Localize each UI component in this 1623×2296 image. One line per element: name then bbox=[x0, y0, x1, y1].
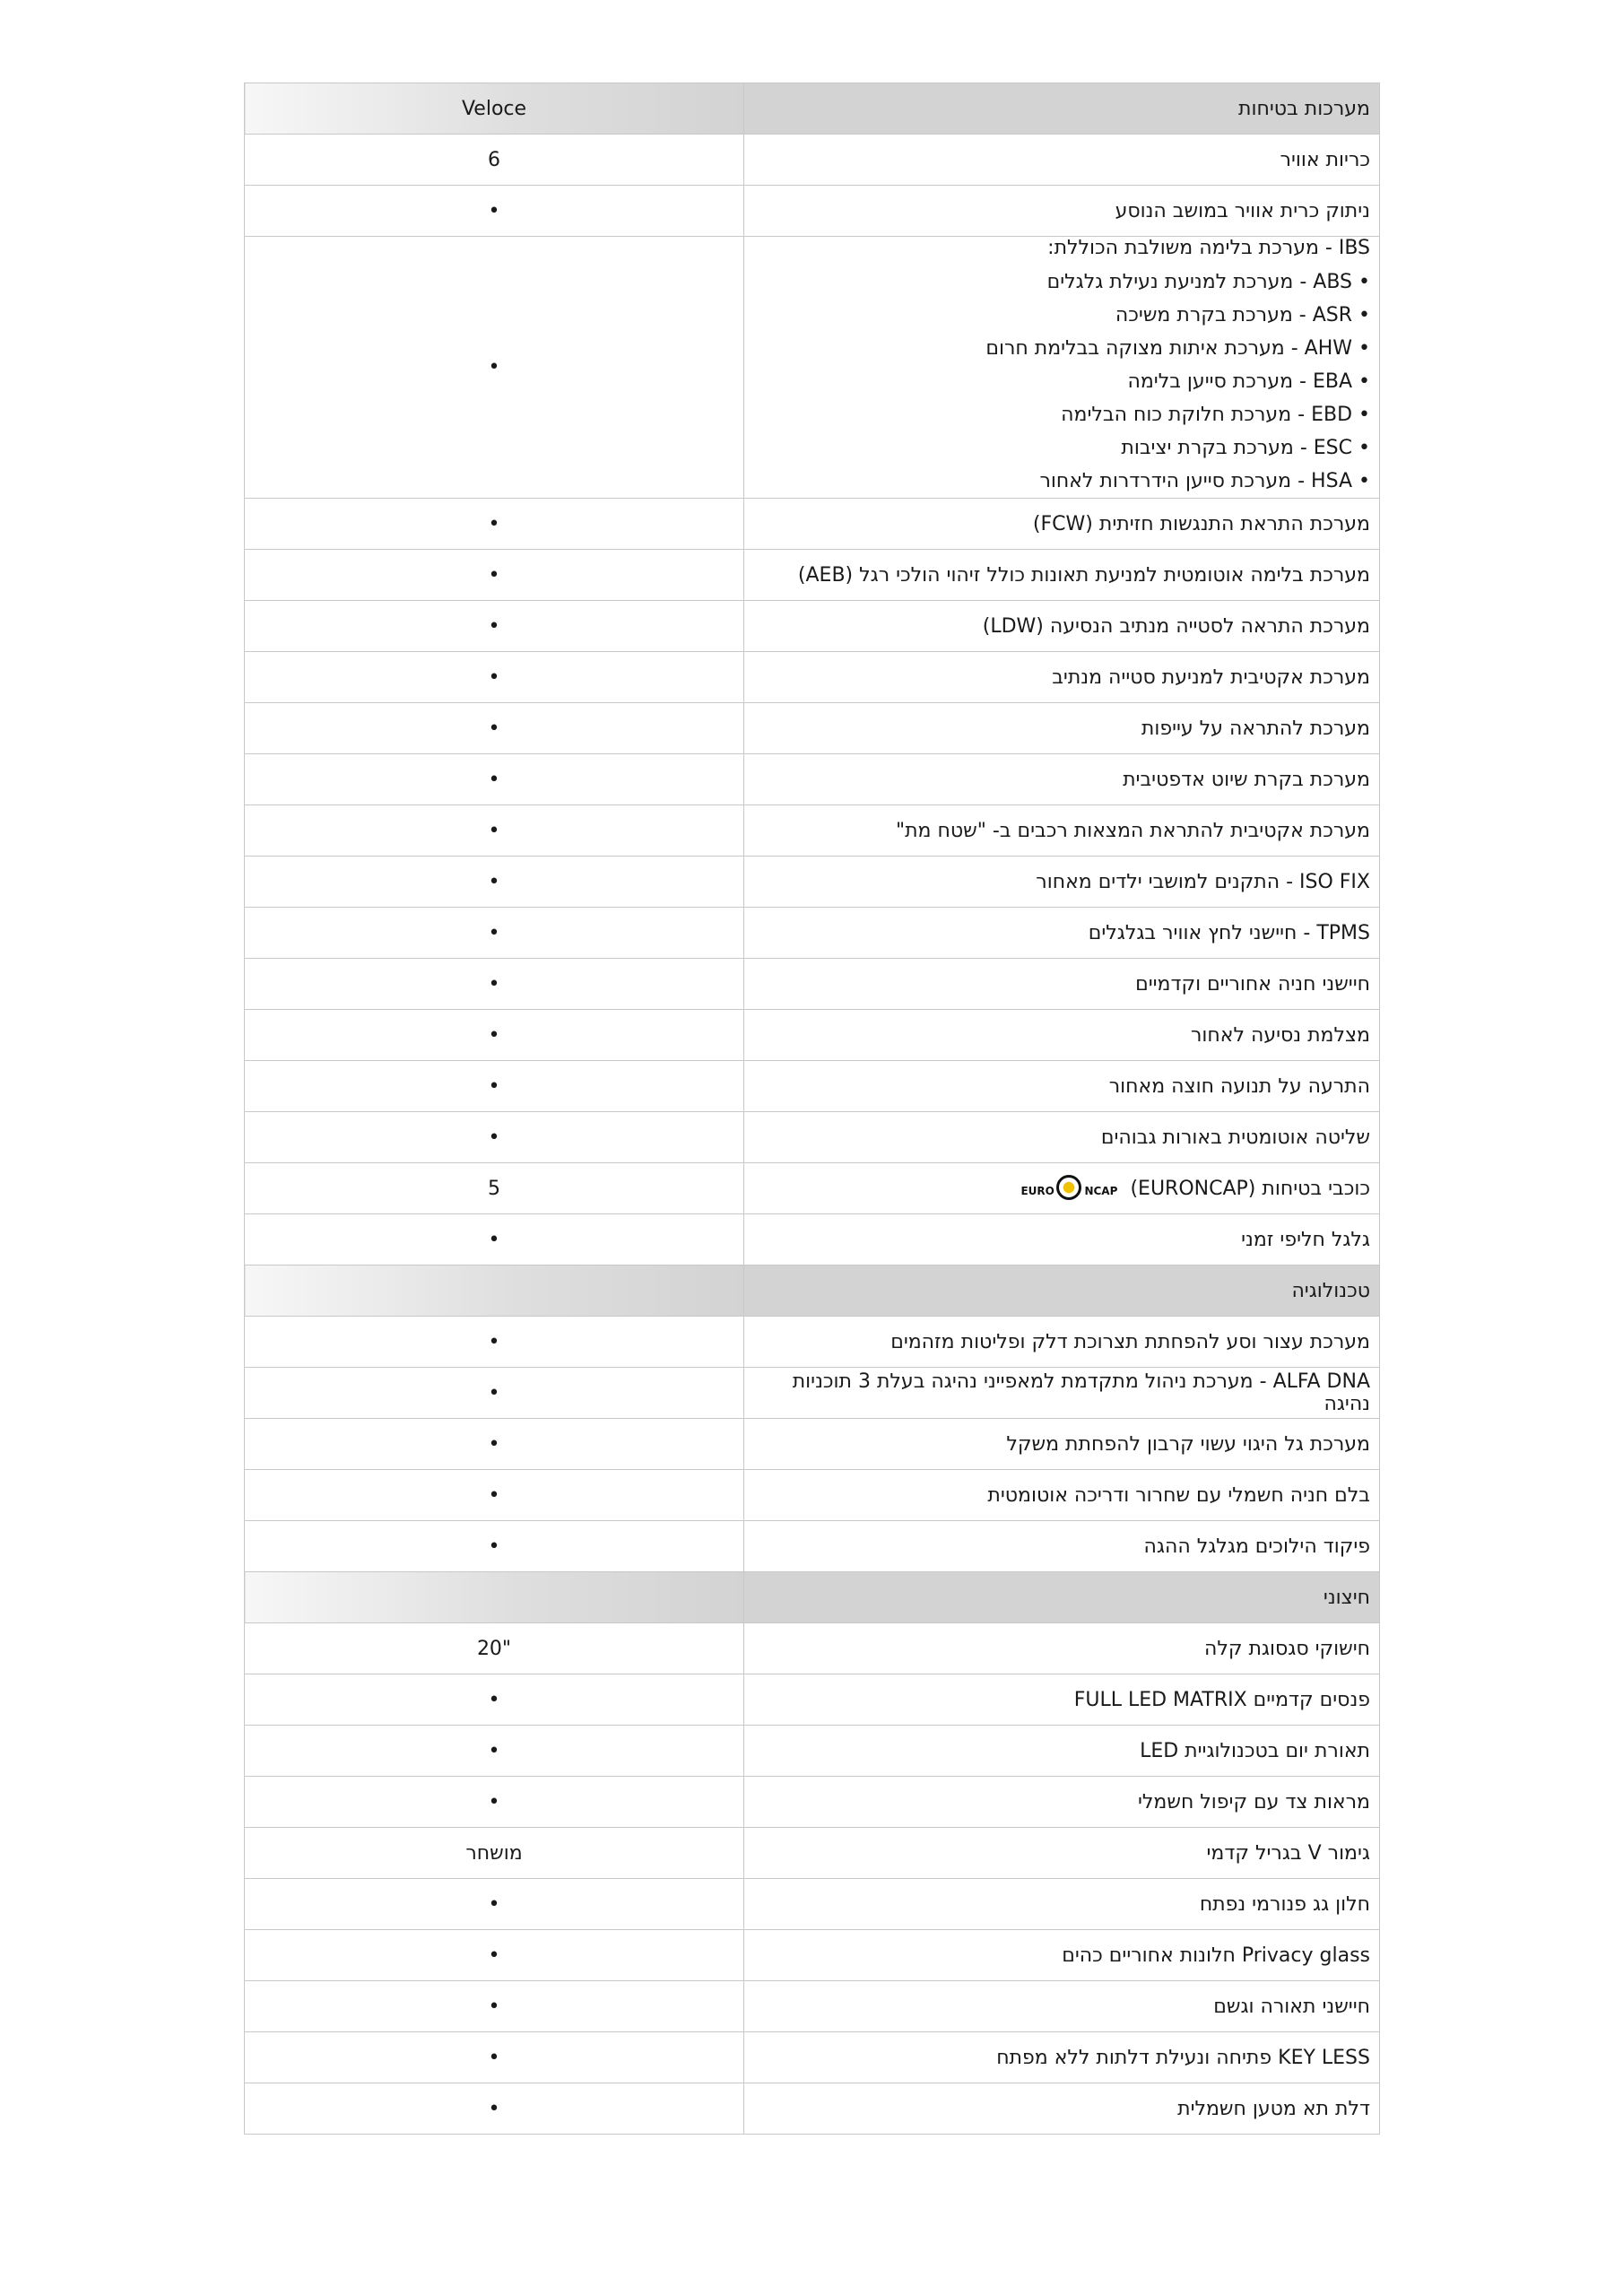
spec-value: מושחר bbox=[245, 1828, 744, 1879]
spec-row bbox=[245, 1368, 1380, 1419]
spec-row bbox=[245, 1521, 1380, 1572]
spec-row bbox=[245, 135, 1380, 186]
section-title: טכנולוגיה bbox=[744, 1265, 1380, 1317]
euroncap-ring-icon bbox=[1056, 1175, 1081, 1200]
spec-label: פיקוד הילוכים מגלגל ההגה bbox=[744, 1521, 1380, 1572]
spec-value: • bbox=[245, 550, 744, 601]
spec-row bbox=[245, 550, 1380, 601]
spec-row bbox=[245, 1879, 1380, 1930]
spec-label: מערכת גל היגוי עשוי קרבון להפחתת משקל bbox=[744, 1419, 1380, 1470]
spec-label: KEY LESS פתיחה ונעילת דלתות ללא מפתח bbox=[744, 2032, 1380, 2083]
spec-value: • bbox=[245, 1112, 744, 1163]
spec-row bbox=[245, 2083, 1380, 2135]
spec-row bbox=[245, 1112, 1380, 1163]
spec-value: • bbox=[245, 1061, 744, 1112]
spec-label: חלון גג פנורמי נפתח bbox=[744, 1879, 1380, 1930]
spec-value: • bbox=[245, 186, 744, 237]
spec-value: • bbox=[245, 1930, 744, 1981]
section-header bbox=[245, 1572, 1380, 1623]
label-with-logo bbox=[1020, 1170, 1370, 1206]
spec-value: • bbox=[245, 1726, 744, 1777]
spec-row bbox=[245, 1163, 1380, 1214]
spec-value: • bbox=[245, 237, 744, 499]
spec-label: בלם חניה חשמלי עם שחרור ודריכה אוטומטית bbox=[744, 1470, 1380, 1521]
spec-row bbox=[245, 2032, 1380, 2083]
spec-value: • bbox=[245, 1010, 744, 1061]
spec-value: • bbox=[245, 652, 744, 703]
spec-label: TPMS - חיישני לחץ אוויר בגלגלים bbox=[744, 908, 1380, 959]
spec-table bbox=[244, 83, 1380, 2135]
spec-value: • bbox=[245, 959, 744, 1010]
spec-value: • bbox=[245, 2083, 744, 2135]
section-column-header bbox=[245, 1265, 744, 1317]
spec-label-cell bbox=[744, 1163, 1380, 1214]
euroncap-logo-text-right: NCAP bbox=[1084, 1185, 1118, 1197]
spec-label: שליטה אוטומטית באורות גבוהים bbox=[744, 1112, 1380, 1163]
spec-value: • bbox=[245, 1981, 744, 2032]
spec-label: ISO FIX - התקנים למושבי ילדים מאחור bbox=[744, 857, 1380, 908]
spec-label: חיישני תאורה וגשם bbox=[744, 1981, 1380, 2032]
spec-row bbox=[245, 237, 1380, 499]
spec-label: תאורת יום בטכנולוגיית LED bbox=[744, 1726, 1380, 1777]
spec-row bbox=[245, 1317, 1380, 1368]
spec-row bbox=[245, 1623, 1380, 1674]
spec-row bbox=[245, 601, 1380, 652]
spec-row bbox=[245, 1061, 1380, 1112]
spec-subitem: • ABS - מערכת למניעת נעילת גלגלים bbox=[744, 265, 1370, 299]
spec-row bbox=[245, 186, 1380, 237]
spec-label: ALFA DNA - מערכת ניהול מתקדמת למאפייני נהיגה בעלת 3 תוכניות נהיגה bbox=[744, 1368, 1380, 1419]
spec-row bbox=[245, 959, 1380, 1010]
spec-label: ניתוק כרית אוויר במושב הנוסע bbox=[744, 186, 1380, 237]
section-title: מערכות בטיחות bbox=[744, 83, 1380, 135]
spec-value: 5 bbox=[245, 1163, 744, 1214]
spec-subitem: • ESC - מערכת בקרת יציבות bbox=[744, 431, 1370, 465]
spec-subitem: • HSA - מערכת סייען הידרדרות לאחור bbox=[744, 465, 1370, 498]
spec-label: מצלמת נסיעה לאחור bbox=[744, 1010, 1380, 1061]
spec-row bbox=[245, 805, 1380, 857]
spec-subitem: • EBD - מערכת חלוקת כוח הבלימה bbox=[744, 398, 1370, 431]
spec-value: • bbox=[245, 499, 744, 550]
spec-value: 6 bbox=[245, 135, 744, 186]
spec-row bbox=[245, 499, 1380, 550]
spec-value: • bbox=[245, 1214, 744, 1265]
spec-row bbox=[245, 1470, 1380, 1521]
spec-label: מערכת התראת התנגשות חזיתית (FCW) bbox=[744, 499, 1380, 550]
spec-label: חישוקי סגסוגת קלה bbox=[744, 1623, 1380, 1674]
spec-value: 20" bbox=[245, 1623, 744, 1674]
spec-value: • bbox=[245, 1368, 744, 1419]
section-column-header bbox=[245, 1572, 744, 1623]
spec-value: • bbox=[245, 2032, 744, 2083]
spec-row bbox=[245, 857, 1380, 908]
spec-row bbox=[245, 1419, 1380, 1470]
spec-subitem: • EBA - מערכת סייען בלימה bbox=[744, 365, 1370, 398]
spec-value: • bbox=[245, 1419, 744, 1470]
spec-value: • bbox=[245, 1521, 744, 1572]
spec-label: מערכת להתראה על עייפות bbox=[744, 703, 1380, 754]
spec-row bbox=[245, 1981, 1380, 2032]
spec-label: IBS - מערכת בלימה משולבת הכוללת: bbox=[1047, 237, 1370, 259]
spec-label: התרעה על תנועה חוצה מאחור bbox=[744, 1061, 1380, 1112]
spec-label: מראות צד עם קיפול חשמלי bbox=[744, 1777, 1380, 1828]
section-header bbox=[245, 1265, 1380, 1317]
spec-row bbox=[245, 1930, 1380, 1981]
spec-label: מערכת עצור וסע להפחתת תצרוכת דלק ופליטות מזהמים bbox=[744, 1317, 1380, 1368]
spec-row bbox=[245, 754, 1380, 805]
spec-value: • bbox=[245, 1777, 744, 1828]
spec-row bbox=[245, 703, 1380, 754]
euroncap-logo-icon bbox=[1020, 1170, 1119, 1206]
spec-row bbox=[245, 908, 1380, 959]
spec-row bbox=[245, 652, 1380, 703]
spec-label: גלגל חליפי זמני bbox=[744, 1214, 1380, 1265]
section-header bbox=[245, 83, 1380, 135]
spec-label: חיישני חניה אחוריים וקדמיים bbox=[744, 959, 1380, 1010]
spec-value: • bbox=[245, 908, 744, 959]
spec-value: • bbox=[245, 1470, 744, 1521]
spec-label: כוכבי בטיחות (EURONCAP) bbox=[1130, 1177, 1370, 1200]
spec-label: כריות אוויר bbox=[744, 135, 1380, 186]
spec-label-cell bbox=[744, 237, 1380, 499]
spec-label: מערכת התראה לסטייה מנתיב הנסיעה (LDW) bbox=[744, 601, 1380, 652]
section-title: חיצוני bbox=[744, 1572, 1380, 1623]
spec-label: גימור V בגריל קדמי bbox=[744, 1828, 1380, 1879]
spec-value: • bbox=[245, 1317, 744, 1368]
spec-value: • bbox=[245, 1879, 744, 1930]
spec-label: Privacy glass חלונות אחוריים כהים bbox=[744, 1930, 1380, 1981]
spec-value: • bbox=[245, 805, 744, 857]
spec-row bbox=[245, 1674, 1380, 1726]
spec-value: • bbox=[245, 703, 744, 754]
spec-label: מערכת בקרת שיוט אדפטיבית bbox=[744, 754, 1380, 805]
spec-label: מערכת בלימה אוטומטית למניעת תאונות כולל זיהוי הולכי רגל (AEB) bbox=[744, 550, 1380, 601]
euroncap-logo-text-left: EURO bbox=[1020, 1185, 1055, 1197]
spec-subitem: • AHW - מערכת איתות מצוקה בבלימת חרום bbox=[744, 332, 1370, 365]
spec-row bbox=[245, 1214, 1380, 1265]
spec-label: מערכת אקטיבית להתראת המצאות רכבים ב- "שטח מת" bbox=[744, 805, 1380, 857]
spec-label: מערכת אקטיבית למניעת סטייה מנתיב bbox=[744, 652, 1380, 703]
section-column-header: Veloce bbox=[245, 83, 744, 135]
spec-row bbox=[245, 1726, 1380, 1777]
spec-row bbox=[245, 1777, 1380, 1828]
spec-value: • bbox=[245, 1674, 744, 1726]
spec-value: • bbox=[245, 857, 744, 908]
spec-subitem: • ASR - מערכת בקרת משיכה bbox=[744, 299, 1370, 332]
spec-sublist bbox=[744, 265, 1370, 498]
spec-row bbox=[245, 1828, 1380, 1879]
spec-value: • bbox=[245, 601, 744, 652]
spec-label: דלת תא מטען חשמלית bbox=[744, 2083, 1380, 2135]
spec-value: • bbox=[245, 754, 744, 805]
spec-label: פנסים קדמיים FULL LED MATRIX bbox=[744, 1674, 1380, 1726]
spec-row bbox=[245, 1010, 1380, 1061]
spec-table-body bbox=[245, 83, 1380, 2135]
